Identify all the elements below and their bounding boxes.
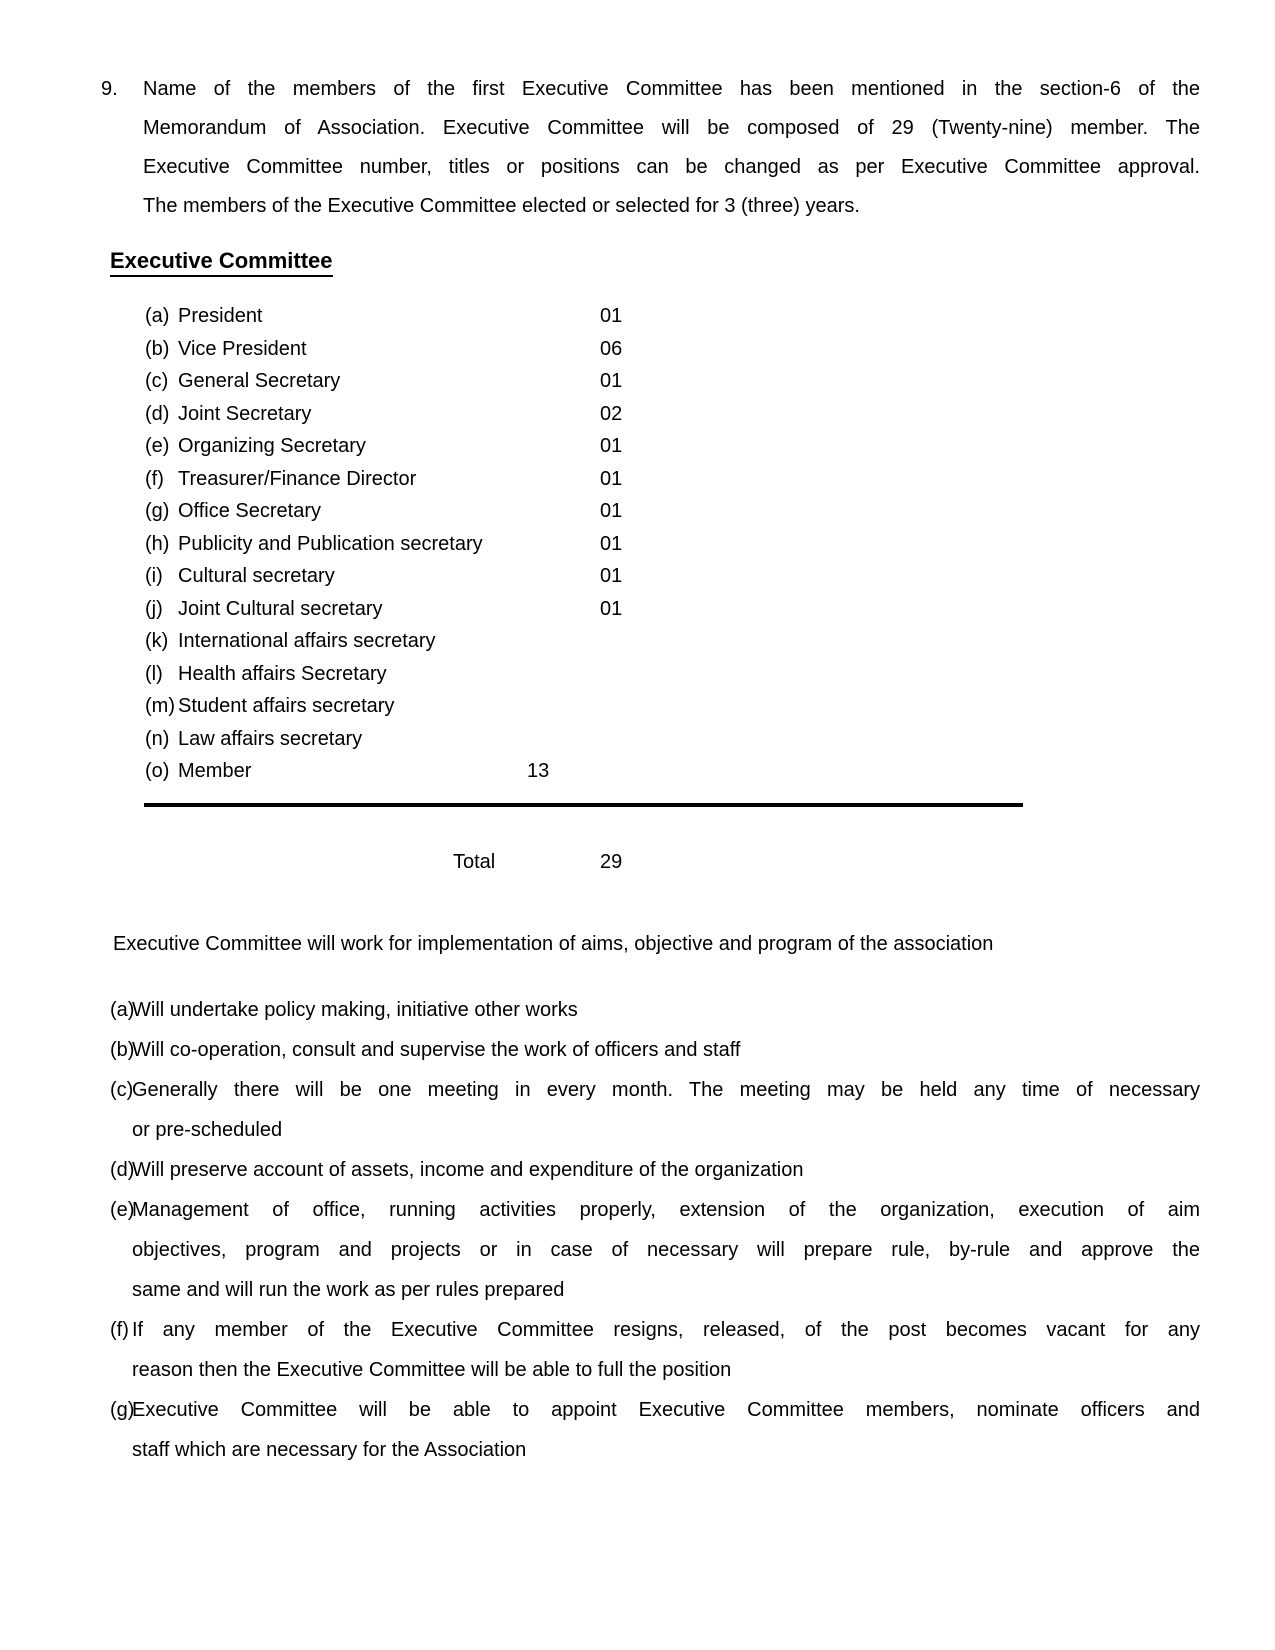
- row-label: Cultural secretary: [178, 565, 335, 587]
- row-marker: (o): [145, 760, 170, 782]
- row-label: Member: [178, 760, 252, 782]
- duty-marker: (g): [110, 1399, 135, 1421]
- row-label: President: [178, 305, 263, 327]
- duty-marker: (f): [110, 1319, 129, 1341]
- duty-line: same and will run the work as per rules prepared: [132, 1279, 565, 1301]
- row-count: 01: [600, 532, 623, 555]
- row-label: Health affairs Secretary: [178, 662, 387, 685]
- duties-list: [110, 990, 1200, 1470]
- row-count: 01: [600, 305, 623, 327]
- row-label: Treasurer/Finance Director: [178, 467, 417, 490]
- duty-line: objectives, program and projects or in case of necessary will prepare rule, by-rule and approve the: [132, 1239, 1200, 1261]
- duty-item: [110, 1390, 1200, 1470]
- committee-row: [145, 398, 745, 431]
- section-9-paragraph: [101, 70, 1200, 226]
- row-label: Vice President: [178, 337, 307, 360]
- committee-row: [145, 430, 745, 463]
- committee-row: [145, 333, 745, 366]
- row-count: 01: [600, 565, 623, 587]
- duty-item: [110, 990, 1200, 1030]
- duty-item: [110, 1310, 1200, 1390]
- committee-row: [145, 463, 745, 496]
- total-divider-rule: [144, 803, 1023, 807]
- row-label: General Secretary: [178, 370, 341, 392]
- duty-item: [110, 1070, 1200, 1150]
- duty-marker: (a): [110, 999, 135, 1021]
- paragraph-line: Memorandum of Association. Executive Committee will be composed of 29 (Twenty-nine) member. The: [143, 117, 1200, 139]
- row-label: Student affairs secretary: [178, 695, 395, 717]
- committee-roster-list: [145, 300, 745, 788]
- committee-row: [145, 495, 745, 528]
- committee-row: [145, 528, 745, 561]
- duty-line: Generally there will be one meeting in every month. The meeting may be held any time of necessary: [132, 1079, 1200, 1101]
- row-marker: (f): [145, 467, 164, 490]
- duty-line: Management of office, running activities properly, extension of the organization, execution of aim: [132, 1199, 1200, 1221]
- paragraph-line: Name of the members of the first Executive Committee has been mentioned in the section-6 of the: [143, 78, 1200, 100]
- row-marker: (i): [145, 565, 163, 587]
- row-count: 02: [600, 402, 623, 425]
- duty-marker: (d): [110, 1159, 135, 1181]
- row-marker: (l): [145, 662, 163, 685]
- duty-line: staff which are necessary for the Association: [132, 1439, 527, 1461]
- row-count: 01: [600, 500, 623, 522]
- row-marker: (g): [145, 500, 170, 522]
- row-marker: (a): [145, 305, 170, 327]
- row-marker: (m): [145, 695, 175, 717]
- paragraph-line: Executive Committee number, titles or positions can be changed as per Executive Committee approval.: [143, 156, 1200, 178]
- row-marker: (d): [145, 402, 170, 425]
- row-label: International affairs secretary: [178, 630, 436, 652]
- row-marker: (e): [145, 435, 170, 457]
- committee-row-member: [145, 755, 745, 788]
- committee-row: [145, 625, 745, 658]
- row-marker: (c): [145, 370, 169, 392]
- committee-row: [145, 593, 745, 626]
- duty-item: [110, 1190, 1200, 1310]
- duty-marker: (e): [110, 1199, 135, 1221]
- committee-row: [145, 658, 745, 691]
- duty-line: or pre-scheduled: [132, 1119, 283, 1141]
- row-count: 06: [600, 337, 623, 360]
- row-marker: (j): [145, 597, 163, 620]
- duty-line: Will preserve account of assets, income and expenditure of the organization: [132, 1159, 804, 1181]
- committee-row: [145, 723, 745, 756]
- row-label: Publicity and Publication secretary: [178, 532, 483, 555]
- row-count: 13: [527, 760, 550, 782]
- duty-item: [110, 1030, 1200, 1070]
- row-marker: (h): [145, 532, 170, 555]
- row-label: Office Secretary: [178, 500, 322, 522]
- committee-row: [145, 690, 745, 723]
- duty-line: Executive Committee will be able to appoint Executive Committee members, nominate officers and: [132, 1399, 1200, 1421]
- row-count: 01: [600, 370, 623, 392]
- duty-line: If any member of the Executive Committee resigns, released, of the post becomes vacant for any: [132, 1319, 1200, 1341]
- row-label: Law affairs secretary: [178, 727, 363, 750]
- row-marker: (n): [145, 727, 170, 750]
- committee-row: [145, 300, 745, 333]
- duty-item: [110, 1150, 1200, 1190]
- total-value: 29: [600, 851, 623, 873]
- executive-committee-heading: Executive Committee: [110, 248, 333, 277]
- duty-line: Will undertake policy making, initiative other works: [132, 999, 578, 1021]
- duty-marker: (c): [110, 1079, 134, 1101]
- row-count: 01: [600, 597, 623, 620]
- row-count: 01: [600, 435, 623, 457]
- total-row: [453, 850, 713, 874]
- duties-intro-text: Executive Committee will work for implementation of aims, objective and program of the association: [113, 933, 994, 955]
- row-label: Organizing Secretary: [178, 435, 366, 457]
- committee-row: [145, 365, 745, 398]
- row-marker: (k): [145, 630, 169, 652]
- duty-marker: (b): [110, 1039, 135, 1061]
- row-label: Joint Cultural secretary: [178, 597, 383, 620]
- duty-line: reason then the Executive Committee will be able to full the position: [132, 1359, 732, 1381]
- section-number: 9.: [101, 78, 118, 100]
- committee-row: [145, 560, 745, 593]
- section-9-body: [143, 70, 1200, 226]
- row-count: 01: [600, 467, 623, 490]
- paragraph-line: The members of the Executive Committee elected or selected for 3 (three) years.: [143, 195, 860, 217]
- row-marker: (b): [145, 337, 170, 360]
- row-label: Joint Secretary: [178, 402, 312, 425]
- total-label: Total: [453, 851, 496, 873]
- duty-line: Will co-operation, consult and supervise the work of officers and staff: [132, 1039, 741, 1061]
